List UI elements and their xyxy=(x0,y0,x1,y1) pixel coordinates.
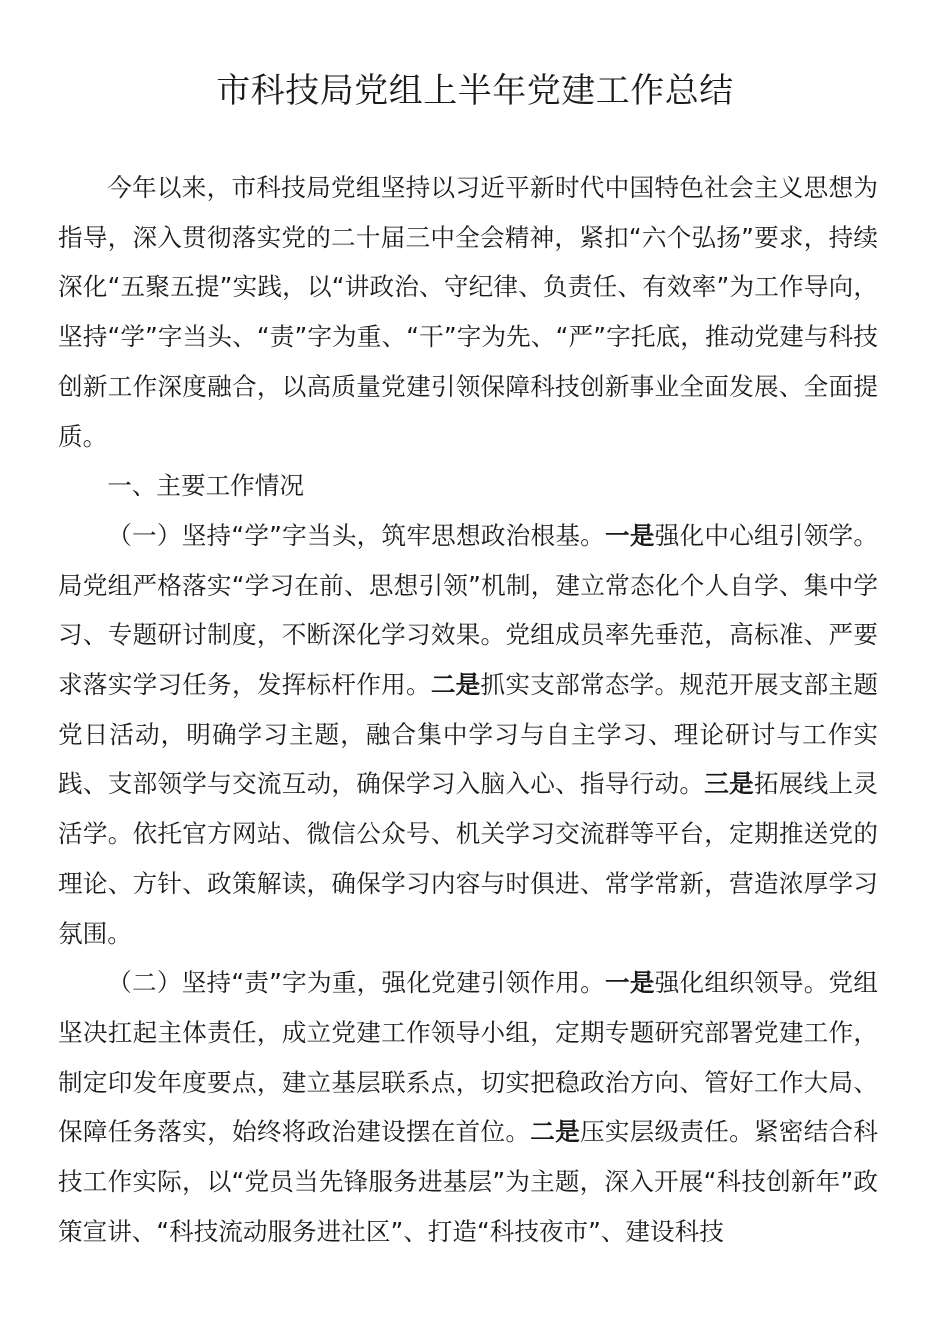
intro-paragraph: 今年以来，市科技局党组坚持以习近平新时代中国特色社会主义思想为指导，深入贯彻落实党的二十届三中全会精神，紧扣“六个弘扬”要求，持续深化“五聚五提”实践，以“讲政治、守纪律、负责任、有效率”为工作导向，坚持“学”字当头、“责”字为重、“干”字为先、“严”字托底，推动党建与科技创新工作深度融合，以高质量党建引领保障科技创新事业全面发展、全面提质。 xyxy=(58,173,878,451)
subsection-1-heading: （一）坚持“学”字当头，筑牢思想政治根基。 xyxy=(107,520,606,550)
point-label: 三是 xyxy=(704,769,754,799)
point-text: 压实层级责任。紧密结合科技工作实际，以“党员当先锋服务进基层”为主题，深入开展“科技创新年”政策宣讲、“科技流动服务进社区”、打造“科技夜市”、建设科技 xyxy=(58,1117,878,1246)
point-text: 拓展线上灵活学。依托官方网站、微信公众号、机关学习交流群等平台，定期推送党的理论、方针、政策解读，确保学习内容与时俱进、常学常新，营造浓厚学习氛围。 xyxy=(58,769,878,948)
point-text: 强化组织领导。党组坚决扛起主体责任，成立党建工作领导小组，定期专题研究部署党建工作，制定印发年度要点，建立基层联系点，切实把稳政治方向、管好工作大局、保障任务落实，始终将政治建设摆在首位。 xyxy=(58,968,878,1147)
point-label: 一是 xyxy=(605,968,655,998)
subsection-2-paragraph xyxy=(58,958,878,1256)
point-text: 强化中心组引领学。局党组严格落实“学习在前、思想引领”机制，建立常态化个人自学、集中学习、专题研讨制度，不断深化学习效果。党组成员率先垂范，高标准、严要求落实学习任务，发挥标杆作用。 xyxy=(58,520,878,700)
point-text: 抓实支部常态学。规范开展支部主题党日活动，明确学习主题，融合集中学习与自主学习、理论研讨与工作实践、支部领学与交流互动，确保学习入脑入心、指导行动。 xyxy=(58,670,878,799)
point-label: 二是 xyxy=(430,670,481,700)
subsection-1-paragraph xyxy=(58,511,878,958)
point-label: 一是 xyxy=(605,520,655,550)
subsection-2-heading: （二）坚持“责”字为重，强化党建引领作用。 xyxy=(107,968,606,998)
section-heading: 一、主要工作情况 xyxy=(107,471,304,501)
document-body xyxy=(58,163,878,1256)
document-title: 市科技局党组上半年党建工作总结 xyxy=(216,71,734,111)
point-label: 二是 xyxy=(530,1117,580,1147)
